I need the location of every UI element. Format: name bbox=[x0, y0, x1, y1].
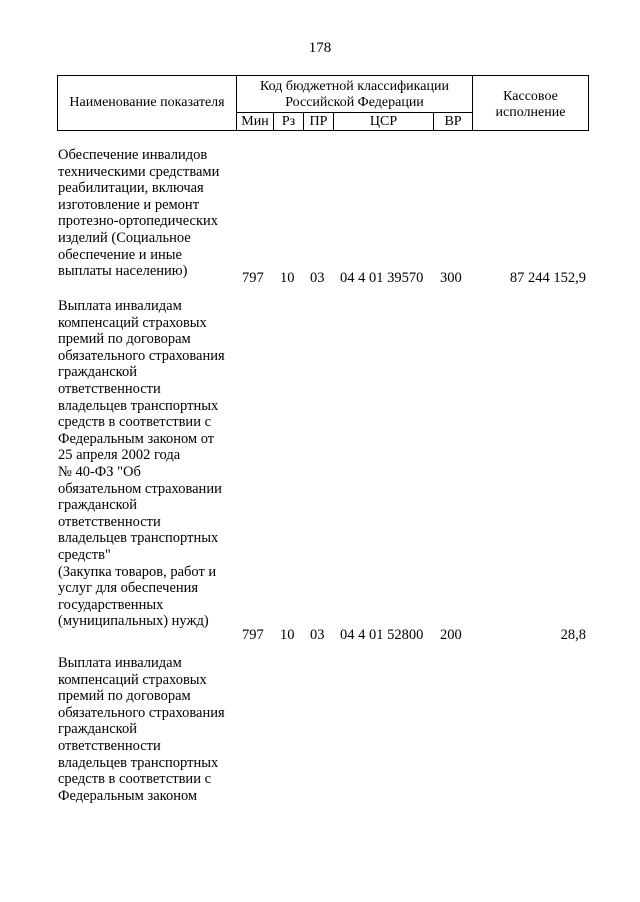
cell-amount: 28,8 bbox=[560, 627, 586, 643]
header-rz-label: Рз bbox=[281, 114, 296, 129]
header-amount-label-line2: исполнение bbox=[495, 105, 566, 120]
header-code-label-line2: Российской Федерации bbox=[285, 95, 424, 110]
row-name: Выплата инвалидам компенсаций страховых премий по договорам обязательного страхования гражданской ответственности владельцев транспортных средств в соответствии с Федеральным законом bbox=[58, 655, 225, 804]
cell-csr: 04 4 01 39570 bbox=[340, 270, 424, 286]
header-name-label: Наименование показателя bbox=[69, 95, 225, 110]
header-top-border bbox=[57, 75, 589, 76]
cell-pr: 03 bbox=[310, 627, 325, 643]
header-bottom-border bbox=[57, 130, 589, 131]
header-code-label-line1: Код бюджетной классификации bbox=[260, 79, 449, 94]
cell-rz: 10 bbox=[280, 270, 295, 286]
cell-vr: 200 bbox=[440, 627, 462, 643]
cell-rz: 10 bbox=[280, 627, 295, 643]
cell-amount: 87 244 152,9 bbox=[509, 270, 586, 286]
header-pr-label: ПР bbox=[309, 114, 328, 129]
header-csr-label: ЦСР bbox=[369, 114, 398, 129]
cell-csr: 04 4 01 52800 bbox=[340, 627, 424, 643]
page-number: 178 bbox=[308, 40, 332, 56]
header-amount-label-line1: Кассовое bbox=[503, 89, 558, 104]
cell-min: 797 bbox=[242, 627, 264, 643]
row-name: Обеспечение инвалидов техническими средствами реабилитации, включая изготовление и ремонт протезно-ортопедических изделий (Социальное обеспечение и иные выплаты населению) bbox=[58, 147, 220, 280]
row-name: Выплата инвалидам компенсаций страховых премий по договорам обязательного страхования гражданской ответственности владельцев транспортных средств в соответствии с Федеральным законом от 25 апреля 2002 года № 40-ФЗ "Об обязательном страховании гражданской ответственности владельцев транспортных средств" (Закупка товаров, работ и услуг для обеспечения государственных (муниципальных) нужд) bbox=[58, 298, 225, 630]
header-sub-border bbox=[236, 112, 472, 113]
header-right-border bbox=[588, 75, 589, 131]
header-vr-label: ВР bbox=[444, 114, 462, 129]
cell-vr: 300 bbox=[440, 270, 462, 286]
header-min-label: Мин bbox=[241, 114, 269, 129]
cell-min: 797 bbox=[242, 270, 264, 286]
cell-pr: 03 bbox=[310, 270, 325, 286]
